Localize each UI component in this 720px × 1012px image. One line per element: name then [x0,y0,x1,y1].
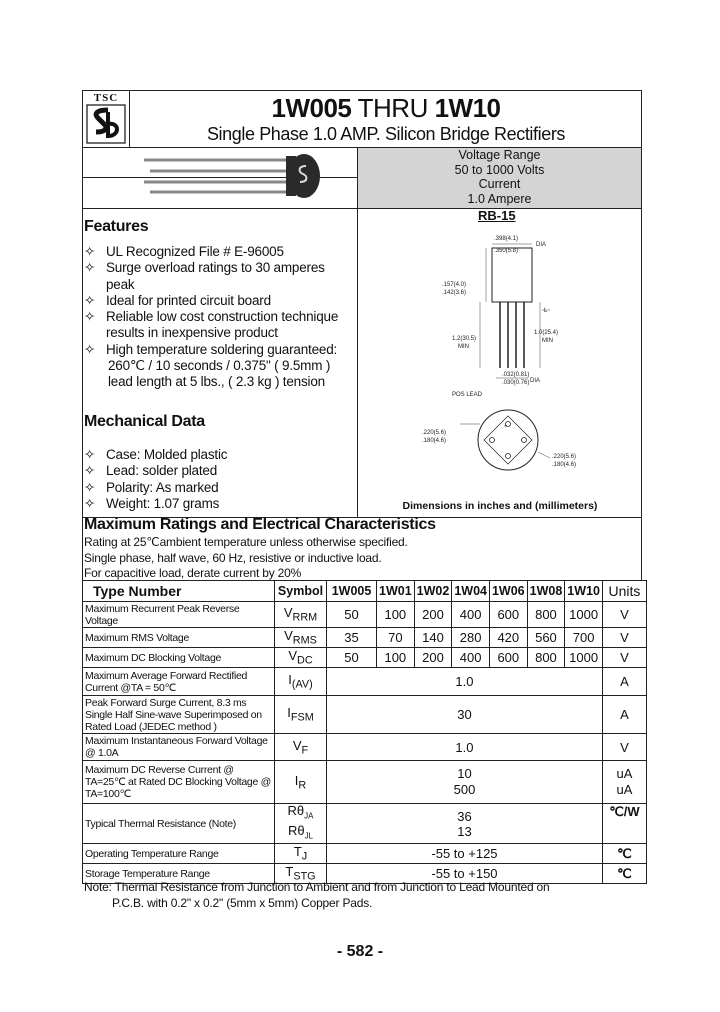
ratings-note: For capacitive load, derate current by 20% [84,566,302,580]
feature-item: ✧ Surge overload ratings to 30 amperes [84,260,325,276]
mechanical-item: ✧ Case: Molded plastic [84,447,228,462]
dim-label: .220(5.6) [422,430,447,436]
bullet-icon: ✧ [84,292,96,308]
footnote-line: P.C.B. with 0.2" x 0.2" (5mm x 5mm) Copper Pads. [112,895,373,910]
dim-label: 1.0(25.4) [534,330,559,336]
table-header-cell: 1W01 [377,581,415,602]
dim-label: 1.2(30.5) [452,336,477,342]
bullet-icon: ✧ [84,495,96,511]
value-cell: 140 [414,628,452,648]
value-cell: 50 [327,602,377,628]
dim-label: .350(5.8) [494,248,519,254]
symbol-cell: $V_F$ [275,734,327,761]
dim-label: POS LEAD [452,392,483,398]
value-cell: 400 [452,648,490,668]
param-cell: Maximum Recurrent Peak Reverse Voltage [83,602,275,628]
unit-cell: A [602,668,646,696]
table-row [83,602,647,628]
feature-item: results in inexpensive product [106,325,278,341]
ratings-title: Maximum Ratings and Electrical Characteristics [84,516,436,533]
value-cell: 1000 [565,602,603,628]
voltage-range-label: Voltage Range [458,148,541,162]
param-cell: Storage Temperature Range [83,864,275,884]
ratings-notes [84,535,408,582]
merged-value-cell: 36 13 [327,804,603,844]
feature-item: ✧ High temperature soldering guaranteed: [84,341,338,357]
symbol-cell: $V_{RMS}$ [275,628,327,648]
bullet-icon: ✧ [84,260,96,276]
value-cell: 800 [527,602,565,628]
feature-item: lead length at 5 lbs., ( 2.3 kg ) tension [108,374,325,390]
logo-mark-icon [86,104,126,144]
unit-cell: ℃ [602,864,646,884]
feature-item: ✧ Reliable low cost construction technique [84,309,339,325]
value-cell: 200 [414,648,452,668]
value-cell: 50 [327,648,377,668]
table-row [83,648,647,668]
dim-label: MIN [542,338,553,344]
value-cell: 600 [489,602,527,628]
value-cell: 400 [452,602,490,628]
dimensions-caption: Dimensions in inches and (millimeters) [402,500,598,512]
bullet-icon: ✧ [84,447,96,462]
features-title: Features [84,218,149,235]
param-cell: Maximum RMS Voltage [83,628,275,648]
bullet-icon: ✧ [84,479,96,495]
table-header-cell: 1W02 [414,581,452,602]
dim-label: .398(4.1) [494,236,519,242]
value-cell: 800 [527,648,565,668]
page-subtitle: Single Phase 1.0 AMP. Silicon Bridge Rectifiers [206,124,566,144]
title-thru: THRU [351,93,435,123]
value-cell: 560 [527,628,565,648]
ratings-note: Rating at 25℃ambient temperature unless otherwise specified. [84,535,408,549]
mechanical-item: ✧ Lead: solder plated [84,463,218,479]
symbol-cell: $T_J$ [275,844,327,864]
unit-cell: A [602,696,646,734]
voltage-range-value: 50 to 1000 Volts [454,162,545,177]
table-row [83,734,647,761]
table-header-cell: 1W10 [565,581,603,602]
logo-text: TSC [93,92,119,104]
bullet-icon: ✧ [84,309,96,325]
unit-cell: V [602,602,646,628]
table-row [83,628,647,648]
unit-cell: ℃ [602,844,646,864]
table-row [83,804,647,844]
dim-label: .142(3.6) [442,290,467,296]
mechanical-list [84,447,354,512]
value-cell: 35 [327,628,377,648]
ratings-left-border [82,517,83,581]
page-number: - 582 - [336,943,384,960]
dim-label: .220(5.6) [552,454,577,460]
value-cell: 700 [565,628,603,648]
title-part-start: 1W005 [271,93,352,123]
unit-cell: V [602,648,646,668]
dim-label: .180(4.6) [552,462,577,468]
value-cell: 280 [452,628,490,648]
table-header-row [83,581,647,602]
param-cell: Peak Forward Surge Current, 8.3 ms Single Half Sine-wave Superimposed on Rated Load (JEDEC method ) [83,696,275,734]
features-list [84,244,354,391]
bridge-rectifier-photo [140,152,330,204]
feature-item: 260℃ / 10 seconds / 0.375" ( 9.5mm ) [108,358,331,374]
merged-value-cell: -55 to +125 [327,844,603,864]
dim-label: .032(0.81) [502,372,530,378]
symbol-cell: $I_{(AV)}$ [275,668,327,696]
value-cell: 600 [489,648,527,668]
param-cell: Maximum Instantaneous Forward Voltage @ 1.0A [83,734,275,761]
value-cell: 100 [377,648,415,668]
merged-value-cell: 30 [327,696,603,734]
table-row [83,761,647,804]
symbol-cell: $T_{STG}$ [275,864,327,884]
unit-cell: ℃/W [602,804,646,844]
symbol-cell: $V_{RRM}$ [275,602,327,628]
table-header-cell: Type Number [83,581,275,602]
svg-text:L: L [544,308,548,314]
bullet-icon: ✧ [84,463,96,479]
dim-label: .157(4.0) [442,282,467,288]
value-cell: 1000 [565,648,603,668]
table-header-cell: 1W04 [452,581,490,602]
feature-item: ✧ UL Recognized File # E-96005 [84,244,284,259]
symbol-cell: $I_{FSM}$ [275,696,327,734]
unit-cell: uA uA [602,761,646,804]
symbol-cell: $R\theta_{JA}$ $R\theta_{JL}$ [275,804,327,844]
mechanical-item: ✧ Weight: 1.07 grams [84,495,220,511]
mechanical-item: ✧ Polarity: As marked [84,479,219,495]
ratings-right-border [641,517,642,581]
unit-cell: V [602,734,646,761]
symbol-cell: $V_{DC}$ [275,648,327,668]
footnote [84,880,550,911]
table-header-cell: 1W08 [527,581,565,602]
package-drawing [400,228,630,500]
svg-text:+: + [504,424,508,430]
unit-cell: V [602,628,646,648]
tsc-logo [86,92,126,146]
table-header-cell: Symbol [275,581,327,602]
value-cell: 70 [377,628,415,648]
merged-value-cell: 1.0 [327,734,603,761]
bullet-icon: ✧ [84,244,96,259]
symbol-cell: $I_R$ [275,761,327,804]
param-cell: Operating Temperature Range [83,844,275,864]
param-cell: Typical Thermal Resistance (Note) [83,804,275,844]
merged-value-cell: 1.0 [327,668,603,696]
table-header-cell: Units [602,581,646,602]
value-cell: 200 [414,602,452,628]
package-name: RB-15 [478,208,516,223]
merged-value-cell: -55 to +150 [327,864,603,884]
dim-label: DIA [530,378,541,384]
dim-label: DIA [536,242,547,248]
merged-value-cell: 10 500 [327,761,603,804]
param-cell: Maximum DC Blocking Voltage [83,648,275,668]
page-title [130,93,642,124]
current-value: 1.0 Ampere [467,191,532,206]
dim-label: .180(4.6) [422,438,447,444]
table-row [83,844,647,864]
feature-item: ✧ Ideal for printed circuit board [84,292,271,308]
table-header-cell: 1W005 [327,581,377,602]
value-cell: 420 [489,628,527,648]
param-cell: Maximum DC Reverse Current @ TA=25℃ at Rated DC Blocking Voltage @ TA=100℃ [83,761,275,804]
current-label: Current [478,177,521,191]
param-cell: Maximum Average Forward Rectified Current @TA = 50℃ [83,668,275,696]
feature-item: peak [106,276,135,292]
ratings-table [82,580,647,884]
table-row [83,668,647,696]
value-cell: 100 [377,602,415,628]
table-row [83,696,647,734]
bullet-icon: ✧ [84,341,96,357]
ratings-note: Single phase, half wave, 60 Hz, resistive or inductive load. [84,550,382,565]
dim-label: .030(0.76) [502,380,530,386]
title-part-end: 1W10 [434,93,501,123]
footnote-line: Note: Thermal Resistance from Junction to Ambient and from Junction to Lead Mounted on [84,880,550,894]
table-header-cell: 1W06 [489,581,527,602]
mechanical-title: Mechanical Data [84,413,205,430]
dim-label: MIN [458,344,469,350]
